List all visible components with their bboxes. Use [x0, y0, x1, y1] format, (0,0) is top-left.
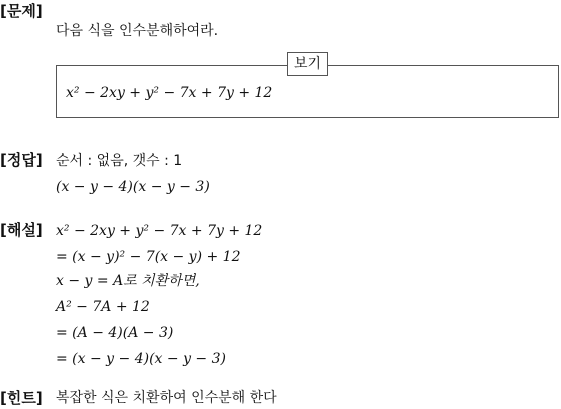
solution-step: = (A − 4)(A − 3): [56, 325, 174, 341]
solution-step: A² − 7A + 12: [56, 299, 150, 315]
solution-step: x − y = A로 치환하면,: [56, 273, 200, 289]
solution-step: x² − 2xy + y² − 7x + 7y + 12: [56, 223, 263, 239]
answer-label: [정답]: [0, 151, 43, 169]
example-box-tag: 보기: [287, 52, 328, 76]
hint-text: 복잡한 식은 치환하여 인수분해 한다: [56, 390, 277, 406]
hint-label: [힌트]: [0, 389, 43, 407]
problem-instruction: 다음 식을 인수분해하여라.: [56, 23, 219, 39]
answer-result: (x − y − 4)(x − y − 3): [56, 179, 210, 195]
solution-step: = (x − y − 4)(x − y − 3): [56, 351, 226, 367]
problem-label: [문제]: [0, 2, 43, 20]
solution-step: = (x − y)² − 7(x − y) + 12: [56, 249, 241, 265]
answer-order-count: 순서 : 없음, 갯수 : 1: [56, 153, 183, 169]
solution-label: [해설]: [0, 221, 43, 239]
example-expression: x² − 2xy + y² − 7x + 7y + 12: [66, 85, 273, 101]
